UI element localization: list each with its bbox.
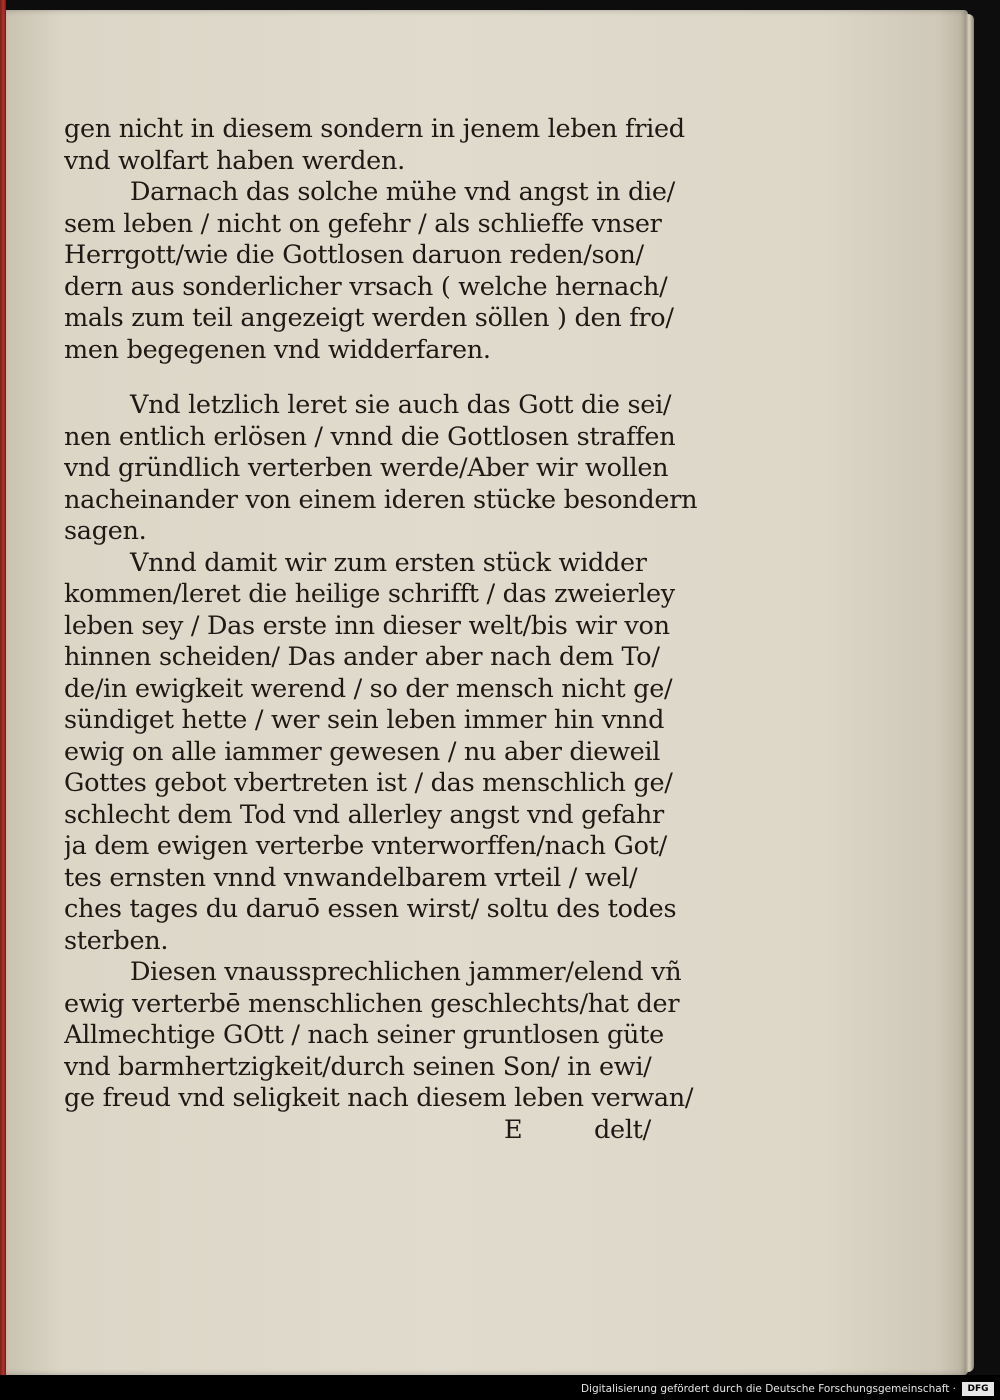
- text-line: sem leben / nicht on gefehr / als schlieffe vnser: [64, 208, 662, 239]
- text-line: men begegenen vnd widderfaren.: [64, 334, 491, 365]
- text-line: ja dem ewigen verterbe vnterworffen/nach Got/: [64, 831, 667, 861]
- text-line: nacheinander von einem ideren stücke besondern: [64, 484, 698, 515]
- dfg-logo: DFG: [962, 1382, 994, 1396]
- text-line: vnd barmhertzigkeit/durch seinen Son/ in ewi/: [64, 1051, 652, 1082]
- text-line: kommen/leret die heilige schrifft / das zweierley: [64, 579, 675, 609]
- funding-credit: Digitalisierung gefördert durch die Deutsche Forschungsgemeinschaft ·: [580, 1383, 956, 1395]
- text-line: Gottes gebot vbertreten ist / das menschlich ge/: [64, 768, 673, 798]
- text-line: ewig on alle iammer gewesen / nu aber dieweil: [64, 736, 661, 767]
- text-line: Darnach das solche mühe vnd angst in die/: [130, 177, 675, 207]
- text-line: sündiget hette / wer sein leben immer hin vnnd: [64, 705, 665, 735]
- text-line: dern aus sonderlicher vrsach ( welche hernach/: [64, 271, 668, 302]
- text-line: Vnd letzlich leret sie auch das Gott die sei/: [130, 390, 672, 420]
- text-line: tes ernsten vnnd vnwandelbarem vrteil / wel/: [64, 862, 638, 893]
- text-line: sterben.: [64, 925, 169, 956]
- text-line: leben sey / Das erste inn dieser welt/bis wir von: [64, 610, 670, 641]
- page-text: [64, 114, 714, 1146]
- text-line: gen nicht in diesem sondern in jenem leben fried: [64, 114, 685, 144]
- text-line: vnd gründlich verterben werde/Aber wir wollen: [64, 453, 669, 483]
- catchword: delt/: [594, 1114, 651, 1145]
- text-line: Vnnd damit wir zum ersten stück widder: [130, 547, 647, 578]
- text-line: ches tages du daruō essen wirst/ soltu des todes: [64, 894, 677, 924]
- text-line: Allmechtige GOtt / nach seiner gruntlosen güte: [64, 1020, 664, 1050]
- text-line: vnd wolfart haben werden.: [64, 145, 405, 176]
- page-fore-edge: [966, 14, 974, 1372]
- paragraph-gap: [64, 366, 714, 390]
- text-line: ewig verterbē menschlichen geschlechts/hat der: [64, 988, 680, 1019]
- text-line: hinnen scheiden/ Das ander aber nach dem To/: [64, 642, 660, 672]
- text-line: Diesen vnaussprechlichen jammer/elend vñ: [130, 957, 682, 987]
- text-line: sagen.: [64, 516, 147, 546]
- catchword-row: [64, 1115, 714, 1147]
- text-line: schlecht dem Tod vnd allerley angst vnd gefahr: [64, 799, 664, 830]
- text-line: ge freud vnd seligkeit nach diesem leben verwan/: [64, 1083, 694, 1113]
- footer-bar: [0, 1375, 1000, 1400]
- text-line: mals zum teil angezeigt werden söllen ) den fro/: [64, 303, 674, 333]
- text-line: nen entlich erlösen / vnnd die Gottlosen straffen: [64, 421, 676, 452]
- signature-mark: E: [504, 1114, 523, 1145]
- text-line: de/in ewigkeit werend / so der mensch nicht ge/: [64, 673, 673, 704]
- text-line: Herrgott/wie die Gottlosen daruon reden/son/: [64, 240, 644, 270]
